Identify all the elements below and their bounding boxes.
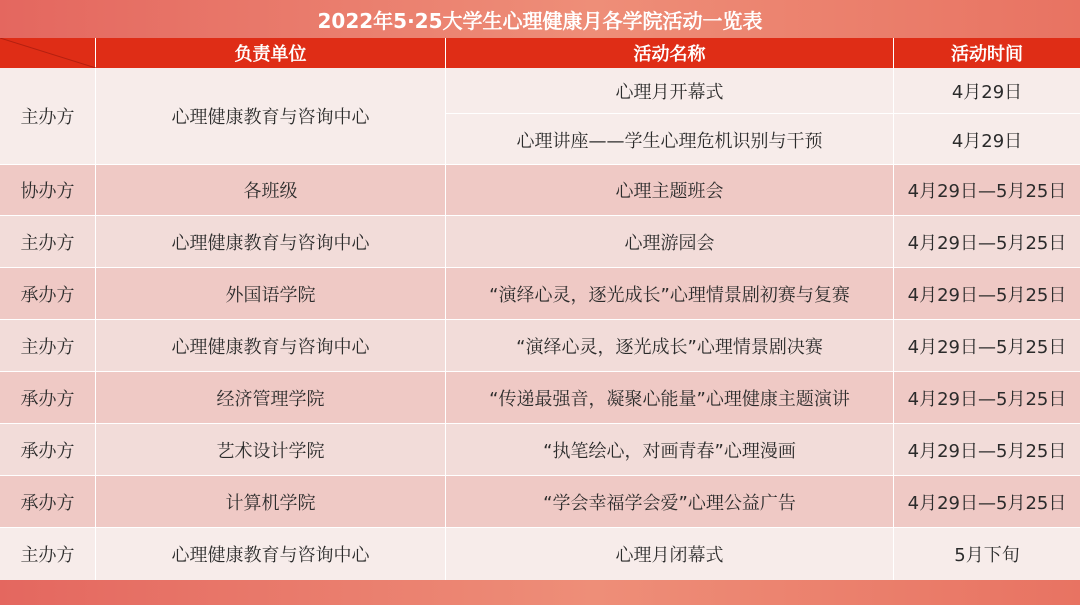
- activity-cell: 心理游园会: [446, 216, 894, 267]
- time-cell: 4月29日—5月25日: [907, 232, 1067, 254]
- unit-cell: 心理健康教育与咨询中心: [96, 320, 446, 371]
- table-title: 2022年5·25大学生心理健康月各学院活动一览表: [0, 0, 1080, 38]
- time-cell: 4月29日: [951, 81, 1023, 103]
- table-header: [0, 38, 1080, 68]
- role-cell: 主办方: [0, 528, 96, 580]
- role-cell: 承办方: [0, 476, 96, 527]
- activity-cell: “演绎心灵，逐光成长”心理情景剧初赛与复赛: [446, 268, 894, 319]
- activity-cell: 心理主题班会: [446, 165, 894, 215]
- table-row: [0, 320, 1080, 372]
- activity-cell: 心理月闭幕式: [446, 528, 894, 580]
- unit-cell: 各班级: [96, 165, 446, 215]
- role-cell: 协办方: [0, 165, 96, 215]
- unit-cell: 心理健康教育与咨询中心: [96, 68, 446, 164]
- header-time: 活动时间: [951, 44, 1023, 65]
- unit-cell: 心理健康教育与咨询中心: [96, 216, 446, 267]
- time-cell: 4月29日: [951, 130, 1023, 152]
- table-row: [0, 372, 1080, 424]
- time-cell: 4月29日—5月25日: [907, 440, 1067, 462]
- header-unit: 负责单位: [96, 38, 446, 68]
- activity-cell: “演绎心灵，逐光成长”心理情景剧决赛: [446, 320, 894, 371]
- sub-row: [446, 68, 1080, 114]
- table-row: [0, 268, 1080, 320]
- table-row: [0, 476, 1080, 528]
- activity-cell: 心理讲座——学生心理危机识别与干预: [446, 114, 894, 165]
- role-cell: 主办方: [0, 216, 96, 267]
- time-cell: 4月29日—5月25日: [907, 336, 1067, 358]
- activity-cell: 心理月开幕式: [446, 68, 894, 113]
- header-activity: 活动名称: [446, 38, 894, 68]
- time-cell: 4月29日—5月25日: [907, 492, 1067, 514]
- table-row: [0, 528, 1080, 580]
- unit-cell: 经济管理学院: [96, 372, 446, 423]
- table-row: [0, 424, 1080, 476]
- time-cell: 5月下旬: [954, 545, 1020, 566]
- role-cell: 主办方: [0, 68, 96, 164]
- table-row: [0, 68, 1080, 165]
- time-cell: 4月29日—5月25日: [907, 388, 1067, 410]
- unit-cell: 艺术设计学院: [96, 424, 446, 475]
- role-cell: 主办方: [0, 320, 96, 371]
- unit-cell: 计算机学院: [96, 476, 446, 527]
- table-row: [0, 216, 1080, 268]
- activity-cell: “执笔绘心，对画青春”心理漫画: [446, 424, 894, 475]
- footer-band: [0, 580, 1080, 605]
- unit-cell: 心理健康教育与咨询中心: [96, 528, 446, 580]
- activity-cell: “学会幸福学会爱”心理公益广告: [446, 476, 894, 527]
- time-cell: 4月29日—5月25日: [907, 181, 1067, 202]
- time-cell: 4月29日—5月25日: [907, 284, 1067, 306]
- sub-row: [446, 114, 1080, 165]
- role-cell: 承办方: [0, 424, 96, 475]
- header-corner-diagonal: [0, 38, 96, 68]
- role-cell: 承办方: [0, 372, 96, 423]
- role-cell: 承办方: [0, 268, 96, 319]
- activity-cell: “传递最强音，凝聚心能量”心理健康主题演讲: [446, 372, 894, 423]
- table-row: [0, 165, 1080, 216]
- unit-cell: 外国语学院: [96, 268, 446, 319]
